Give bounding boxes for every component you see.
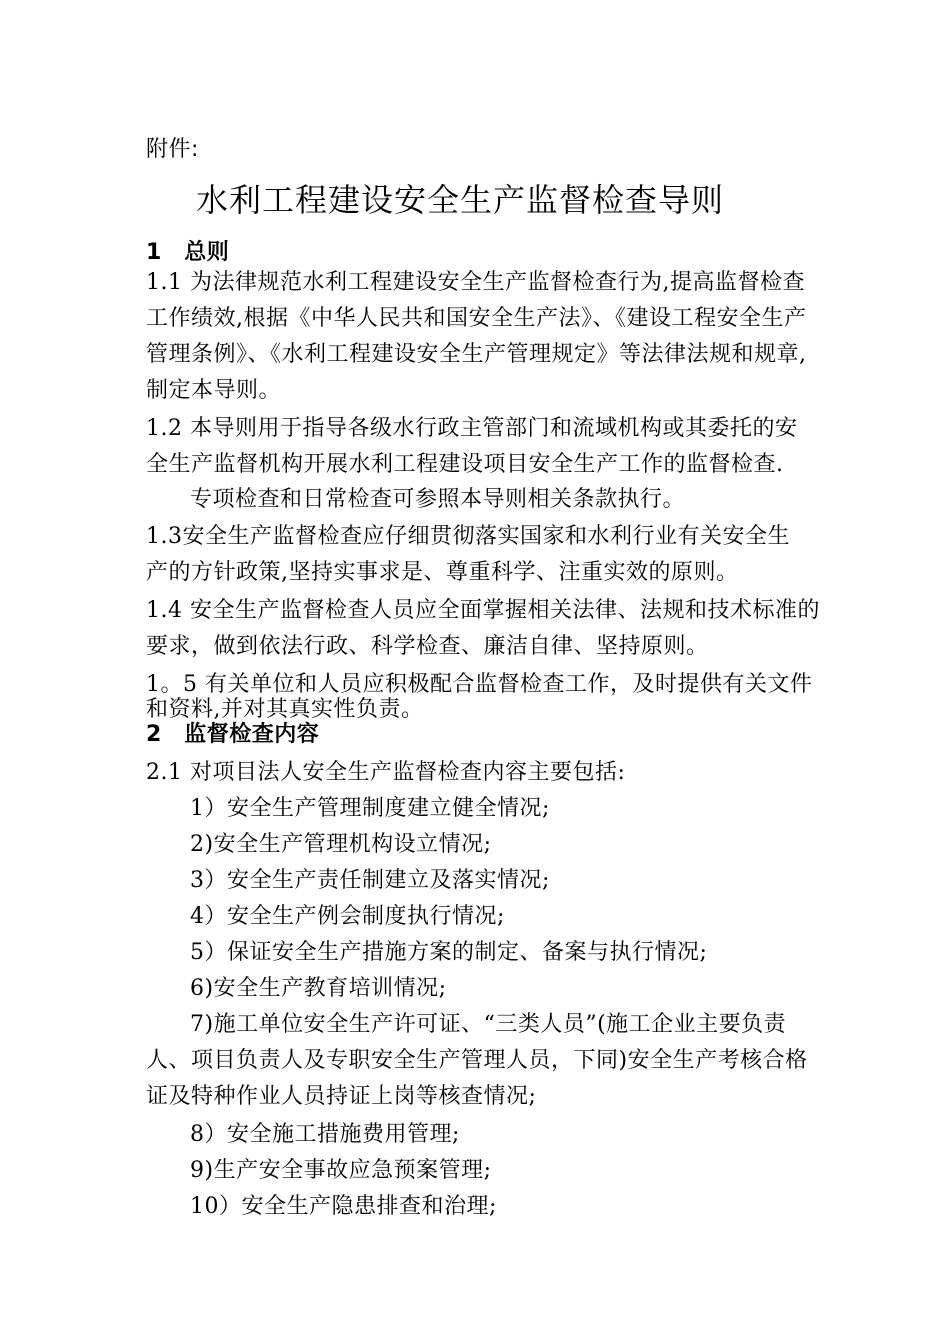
attachment-label: 附件: [146, 137, 199, 162]
paragraph-line: 要求，做到依法行政、科学检查、廉洁自律、坚持原则。 [146, 634, 709, 659]
section-heading-1: 1 总则 [146, 240, 230, 265]
list-item: 10）安全生产隐患排查和治理; [190, 1194, 497, 1219]
paragraph-line: 制定本导则。 [146, 378, 282, 403]
list-item: 5）保证安全生产措施方案的制定、备案与执行情况; [190, 940, 708, 965]
list-item: 9)生产安全事故应急预案管理; [190, 1158, 492, 1183]
list-item: 8）安全施工措施费用管理; [190, 1122, 460, 1147]
list-item: 4）安全生产例会制度执行情况; [190, 904, 505, 929]
paragraph-line: 管理条例》、《水利工程建设安全生产管理规定》等法律法规和规章, [146, 342, 807, 367]
list-item: 7)施工单位安全生产许可证、“三类人员”(施工企业主要负责 [190, 1012, 787, 1037]
list-item-continuation: 人、项目负责人及专职安全生产管理人员，下同)安全生产考核合格 [146, 1048, 808, 1073]
paragraph-line: 全生产监督机构开展水利工程建设项目安全生产工作的监督检查. [146, 452, 784, 477]
paragraph-line: 1.4 安全生产监督检查人员应全面掌握相关法律、法规和技术标准的 [146, 598, 820, 623]
list-item: 2)安全生产管理机构设立情况; [190, 832, 492, 857]
paragraph-line: 1.2 本导则用于指导各级水行政主管部门和流域机构或其委托的安 [146, 416, 798, 441]
list-item: 6)安全生产教育培训情况; [190, 976, 447, 1001]
paragraph-line: 2.1 对项目法人安全生产监督检查内容主要包括: [146, 760, 626, 785]
section-heading-2: 2 监督检查内容 [146, 722, 320, 747]
page-title: 水利工程建设安全生产监督检查导则 [196, 181, 725, 219]
paragraph-line: 产的方针政策,坚持实事求是、尊重科学、注重实效的原则。 [146, 560, 739, 585]
paragraph-line: 和资料,并对其真实性负责。 [146, 697, 424, 722]
list-item: 3）安全生产责任制建立及落实情况; [190, 868, 550, 893]
paragraph-line: 1.3安全生产监督检查应仔细贯彻落实国家和水利行业有关安全生 [146, 524, 790, 549]
list-item-continuation: 证及特种作业人员持证上岗等核查情况; [146, 1084, 537, 1109]
paragraph-line: 专项检查和日常检查可参照本导则相关条款执行。 [190, 487, 686, 512]
paragraph-line: 工作绩效,根据《中华人民共和国安全生产法》、《建设工程安全生产 [146, 306, 807, 331]
paragraph-line: 1.1 为法律规范水利工程建设安全生产监督检查行为,提高监督检查 [146, 270, 805, 295]
paragraph-line: 1。5 有关单位和人员应积极配合监督检查工作，及时提供有关文件 [146, 672, 813, 697]
list-item: 1）安全生产管理制度建立健全情况; [190, 796, 550, 821]
